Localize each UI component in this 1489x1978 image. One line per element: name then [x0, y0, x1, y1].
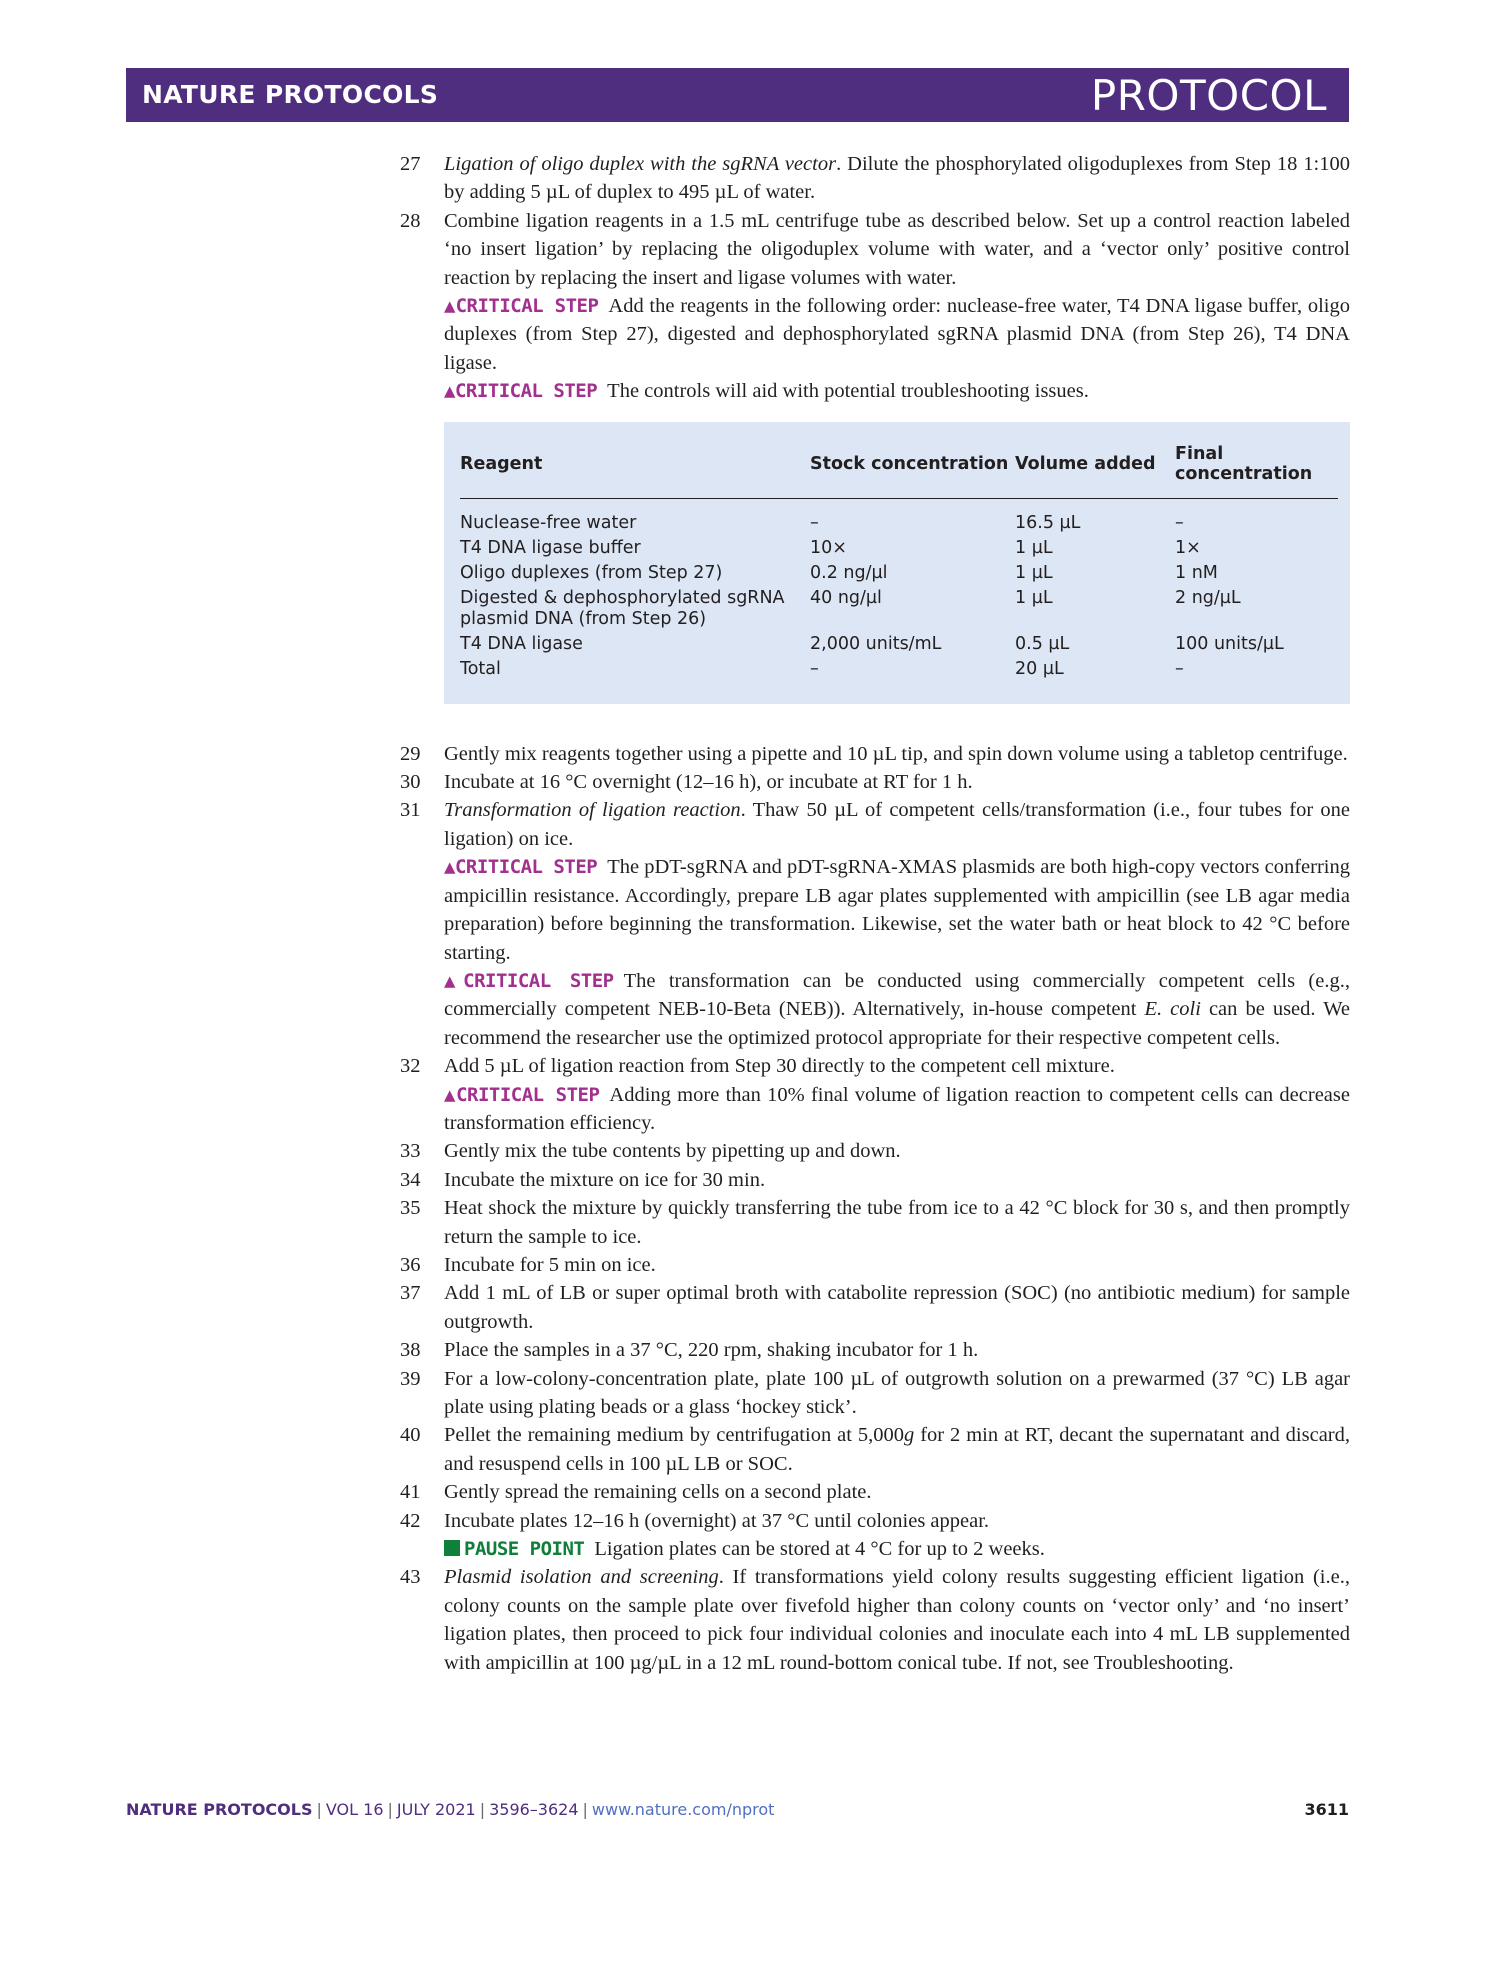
table-cell: 0.5 µL	[1015, 633, 1070, 654]
table-header-row	[460, 430, 1338, 499]
step-number: 39	[400, 1367, 421, 1390]
table-header: Volume added	[1015, 430, 1175, 499]
step-42	[400, 1507, 1350, 1564]
step-title: Ligation of oligo duplex with the sgRNA vector	[444, 153, 837, 175]
step-text: Heat shock the mixture by quickly transferring the tube from ice to a 42 °C block for 30 s, and then promptly return the sample to ice.	[444, 1197, 1350, 1248]
table-header: Final concentration	[1175, 430, 1338, 499]
table-cell: Total	[460, 658, 501, 679]
step-28	[400, 207, 1350, 406]
step-text: Incubate plates 12–16 h (overnight) at 37 °C until colonies appear.	[444, 1509, 990, 1532]
step-text: Gently mix reagents together using a pipette and 10 µL tip, and spin down volume using a tabletop centrifuge.	[444, 742, 1348, 765]
step-text: Place the samples in a 37 °C, 220 rpm, shaking incubator for 1 h.	[444, 1339, 979, 1362]
step-text: Pellet the remaining medium by centrifugation at 5,000g for 2 min at RT, decant the supernatant and discard, and resuspend cells in 100 µL LB or SOC.	[444, 1424, 1350, 1475]
table-cell: 40 ng/µl	[810, 587, 882, 608]
critical-step-note: ▲CRITICAL STEP Add the reagents in the following order: nuclease-free water, T4 DNA ligase buffer, oligo duplexes (from Step 27), digested and dephosphorylated sgRNA plasmid DNA (from Step 26), T4 DNA ligase.	[444, 295, 1350, 374]
step-30	[400, 768, 1350, 796]
step-number: 33	[400, 1140, 421, 1163]
step-text: . Thaw 50 µL of competent cells/transformation (i.e., four tubes for one ligation) on ice.	[444, 799, 1350, 850]
step-text: . If transformations yield colony results suggesting efficient ligation (i.e., colony counts on the sample plate over fivefold higher than colony counts on ‘vector only’ and ‘no insert’ ligation plates, then proceed to pick four individual colonies and inoculate each into 4 mL LB supplemented with ampicillin at 100 µg/µL in a 12 mL round-bottom conical tube. If not, see Troubleshooting.	[444, 1566, 1350, 1674]
step-31	[400, 796, 1350, 1052]
procedure-steps	[400, 150, 1350, 1677]
step-title: Plasmid isolation and screening	[444, 1566, 719, 1589]
page-footer: NATURE PROTOCOLS | VOL 16 | JULY 2021 | 3596–3624 | www.nature.com/nprot 3611	[126, 1800, 1349, 1819]
step-text: Add 1 mL of LB or super optimal broth with catabolite repression (SOC) (no antibiotic medium) for sample outgrowth.	[444, 1282, 1350, 1333]
critical-step-note: ▲CRITICAL STEP The controls will aid with potential troubleshooting issues.	[444, 380, 1089, 403]
critical-step-note: ▲CRITICAL STEP Adding more than 10% final volume of ligation reaction to competent cells can decrease transformation efficiency.	[444, 1083, 1350, 1134]
table-row	[460, 657, 1338, 682]
article-type: PROTOCOL	[1090, 71, 1327, 120]
table-cell: 20 µL	[1015, 658, 1064, 679]
table-cell: –	[810, 512, 819, 533]
step-text: . Dilute the phosphorylated oligoduplexes from Step 18 1:100 by adding 5 µL of duplex to 495 µL of water.	[444, 153, 1351, 204]
footer-journal: NATURE PROTOCOLS	[126, 1800, 313, 1819]
journal-name: NATURE PROTOCOLS	[142, 80, 439, 109]
step-number: 42	[400, 1509, 421, 1532]
step-text: Incubate at 16 °C overnight (12–16 h), or incubate at RT for 1 h.	[444, 771, 973, 794]
triangle-icon: ▲	[444, 856, 455, 879]
step-number: 41	[400, 1481, 421, 1504]
step-33	[400, 1137, 1350, 1165]
step-number: 34	[400, 1168, 421, 1191]
table-header: Stock concentration	[810, 430, 1015, 499]
step-number: 43	[400, 1566, 421, 1589]
step-43	[400, 1563, 1350, 1677]
critical-step-label: ▲CRITICAL STEP	[444, 856, 598, 879]
table-row	[460, 561, 1338, 586]
step-39	[400, 1365, 1350, 1422]
step-29	[400, 740, 1350, 768]
step-text: For a low-colony-concentration plate, plate 100 µL of outgrowth solution on a prewarmed (37 °C) LB agar plate using plating beads or a glass ‘hockey stick’.	[444, 1367, 1350, 1418]
table-header: Reagent	[460, 430, 810, 499]
footer-url-link[interactable]: www.nature.com/nprot	[591, 1800, 775, 1819]
step-number: 29	[400, 742, 421, 765]
table-row	[460, 586, 1338, 632]
step-text: Gently mix the tube contents by pipetting up and down.	[444, 1140, 901, 1163]
table-row	[460, 498, 1338, 536]
table-cell: Oligo duplexes (from Step 27)	[460, 562, 723, 583]
critical-step-label: ▲CRITICAL STEP	[444, 295, 599, 318]
table-cell: –	[810, 658, 819, 679]
step-27	[400, 150, 1350, 207]
table-cell: 1 nM	[1175, 562, 1218, 583]
table-cell: T4 DNA ligase buffer	[460, 537, 641, 558]
table-cell: 1 µL	[1015, 587, 1053, 608]
step-number: 35	[400, 1197, 421, 1220]
step-38	[400, 1336, 1350, 1364]
step-34	[400, 1166, 1350, 1194]
table-cell: 1×	[1175, 537, 1201, 558]
table-cell: 1 µL	[1015, 562, 1053, 583]
table-cell: 2,000 units/mL	[810, 633, 942, 654]
step-number: 37	[400, 1282, 421, 1305]
step-40	[400, 1421, 1350, 1478]
triangle-icon: ▲	[444, 380, 455, 403]
critical-step-note: ▲CRITICAL STEP The pDT-sgRNA and pDT-sgRNA-XMAS plasmids are both high-copy vectors conferring ampicillin resistance. Accordingly, prepare LB agar plates supplemented with ampicillin (see LB agar media preparation) before beginning the transformation. Likewise, set the water bath or heat block to 42 °C before starting.	[444, 856, 1350, 964]
critical-step-label: ▲CRITICAL STEP	[444, 1083, 600, 1106]
pause-point-label: PAUSE POINT	[444, 1538, 584, 1560]
table-cell: –	[1175, 512, 1184, 533]
step-37	[400, 1279, 1350, 1336]
table-cell: 0.2 ng/µl	[810, 562, 888, 583]
step-text: Incubate for 5 min on ice.	[444, 1253, 656, 1276]
step-number: 27	[400, 153, 421, 175]
step-number: 40	[400, 1424, 421, 1447]
table-cell: Nuclease-free water	[460, 512, 637, 533]
step-number: 32	[400, 1055, 421, 1078]
critical-step-label: ▲CRITICAL STEP	[444, 380, 598, 403]
step-36	[400, 1251, 1350, 1279]
step-41	[400, 1478, 1350, 1506]
step-number: 36	[400, 1253, 421, 1276]
step-number: 30	[400, 771, 421, 794]
critical-step-note: ▲CRITICAL STEP The transformation can be conducted using commercially competent cells (e.g., commercially competent NEB-10-Beta (NEB)). Alternatively, in-house competent E. coli can be used. We recommend the researcher use the optimized protocol appropriate for their respective competent cells.	[444, 969, 1351, 1049]
table-row	[460, 632, 1338, 657]
table-row	[460, 536, 1338, 561]
table-cell: 1 µL	[1015, 537, 1053, 558]
square-icon	[444, 1540, 460, 1556]
journal-header-bar	[126, 68, 1349, 122]
triangle-icon: ▲	[444, 1083, 457, 1106]
step-text: Combine ligation reagents in a 1.5 mL centrifuge tube as described below. Set up a control reaction labeled ‘no insert ligation’ by replacing the oligoduplex volume with water, and a ‘vector only’ positive control reaction by replacing the insert and ligase volumes with water.	[444, 209, 1350, 289]
page-number: 3611	[1304, 1800, 1349, 1819]
step-32	[400, 1052, 1350, 1137]
footer-volume: VOL 16	[325, 1800, 384, 1819]
step-number: 31	[400, 799, 421, 822]
step-text: Incubate the mixture on ice for 30 min.	[444, 1168, 766, 1191]
step-title: Transformation of ligation reaction	[444, 799, 741, 822]
table-cell: 10×	[810, 537, 847, 558]
ligation-reagent-table	[444, 422, 1350, 704]
table-cell: T4 DNA ligase	[460, 633, 583, 654]
table-cell: 2 ng/µL	[1175, 587, 1241, 608]
step-number: 28	[400, 209, 421, 232]
triangle-icon: ▲	[444, 295, 456, 318]
table-cell: –	[1175, 658, 1184, 679]
table-cell: Digested & dephosphorylated sgRNA plasmid DNA (from Step 26)	[460, 587, 785, 629]
footer-pages: 3596–3624	[489, 1800, 579, 1819]
step-text: Gently spread the remaining cells on a second plate.	[444, 1481, 872, 1504]
step-number: 38	[400, 1339, 421, 1362]
step-35	[400, 1194, 1350, 1251]
table-cell: 16.5 µL	[1015, 512, 1081, 533]
triangle-icon: ▲	[444, 969, 464, 992]
table-cell: 100 units/µL	[1175, 633, 1284, 654]
step-text: Add 5 µL of ligation reaction from Step 30 directly to the competent cell mixture.	[444, 1055, 1115, 1078]
pause-point-note: PAUSE POINT Ligation plates can be stored at 4 °C for up to 2 weeks.	[444, 1535, 1350, 1563]
critical-step-label: ▲CRITICAL STEP	[444, 969, 614, 992]
footer-date: JULY 2021	[396, 1800, 476, 1819]
